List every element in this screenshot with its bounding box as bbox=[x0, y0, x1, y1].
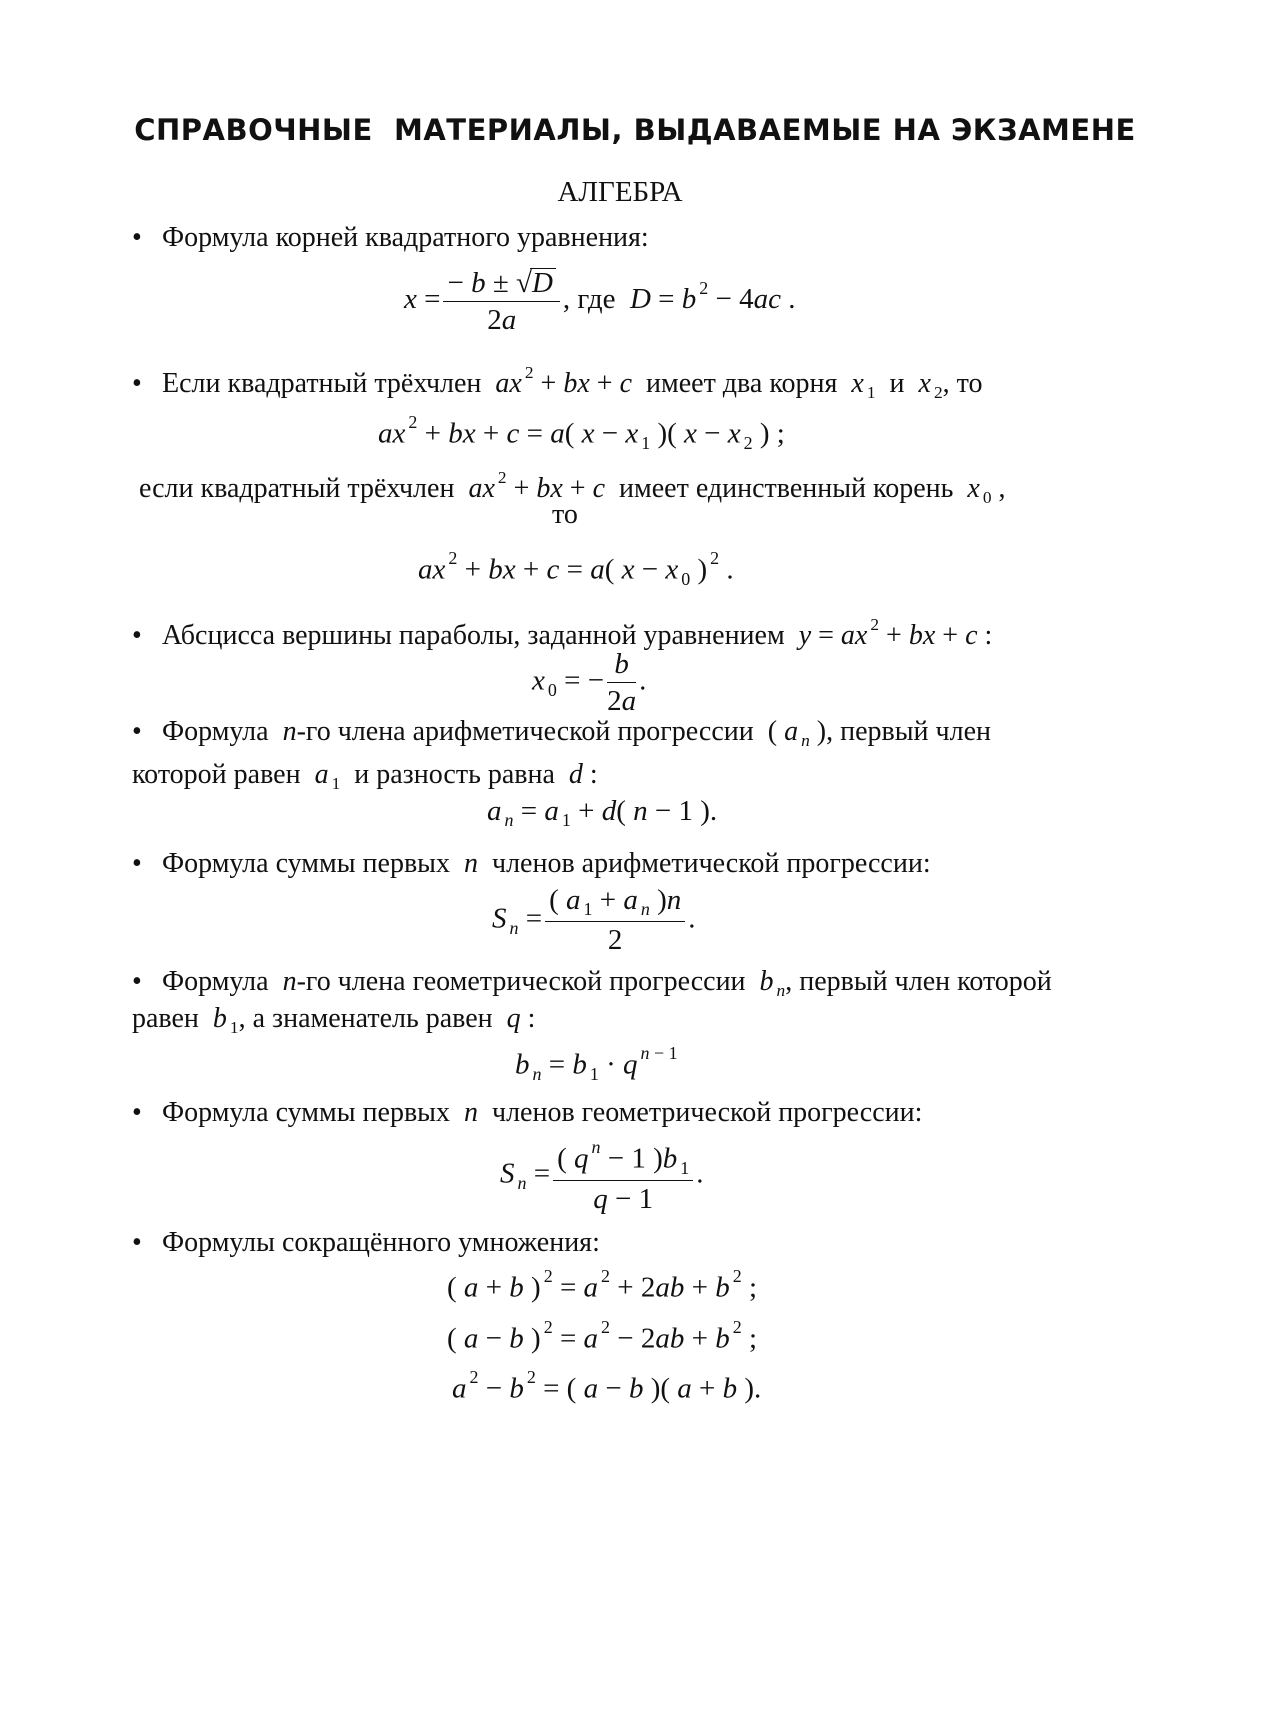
formula-geom-nth: b $_n$ = b $_1$ · q $^{n - 1}$ bbox=[515, 1043, 678, 1084]
item-arith-nth: • Формула n-го члена арифметической прогрессии ( a $_n$ ), первый член bbox=[132, 716, 991, 751]
section-title: АЛГЕБРА bbox=[557, 176, 683, 208]
item-vertex: • Абсцисса вершины параболы, заданной уравнением y = ax $^2$ + bx + c : bbox=[132, 615, 993, 651]
formula-diff-of-squares: a $^2$ − b $^2$ = ( a − b )( a + b ). bbox=[452, 1367, 762, 1405]
item-geom-sum: • Формула суммы первых n членов геометрической прогрессии: bbox=[132, 1097, 923, 1128]
formula-factorization-single-root: ax $^2$ + bx + c = a( x − x $_0$ ) $^2$ . bbox=[418, 548, 734, 589]
item-arith-sum: • Формула суммы первых n членов арифметической прогрессии: bbox=[132, 848, 931, 879]
formula-factorization-two-roots: ax $^2$ + bx + c = a( x − x $_1$ )( x − x $_2$ ) ; bbox=[378, 412, 785, 453]
item-factorization: • Если квадратный трёхчлен ax $^2$ + bx + c имеет два корня x $_1$ и x $_2$, то bbox=[132, 363, 983, 402]
item-geom-nth-line2: равен b $_1$, а знаменатель равен q : bbox=[132, 1003, 536, 1038]
formula-square-diff: ( a − b ) $^2$ = a $^2$ − 2ab + b $^2$ ; bbox=[447, 1317, 758, 1355]
item-arith-nth-line2: которой равен a $_1$ и разность равна d : bbox=[132, 759, 598, 794]
formula-square-sum: ( a + b ) $^2$ = a $^2$ + 2ab + b $^2$ ; bbox=[447, 1266, 758, 1304]
formula-quadratic-roots: x = $\frac{- b \pm √D}{2a}$ , где D = b $^2$ − 4ac . bbox=[404, 267, 796, 336]
item-quadratic-roots: • Формула корней квадратного уравнения: bbox=[132, 220, 649, 256]
single-root-then: то bbox=[552, 499, 578, 530]
bullet: • bbox=[132, 222, 142, 253]
formula-arith-nth: a $_n$ = a $_1$ + d( n − 1 ). bbox=[487, 795, 718, 831]
formula-geom-sum: S $_n$ = $\frac{( q ^n - 1 )b _1}{q - 1}$ . bbox=[500, 1137, 704, 1215]
item-geom-nth: • Формула n-го члена геометрической прогрессии b $_n$, первый член которой bbox=[132, 966, 1052, 1001]
item-short-mult: • Формулы сокращённого умножения: bbox=[132, 1227, 600, 1258]
formula-vertex: x $_0$ = − $\frac{b}{2a}$ . bbox=[532, 648, 647, 717]
page-title: СПРАВОЧНЫЕ МАТЕРИАЛЫ, ВЫДАВАЕМЫЕ НА ЭКЗАМЕНЕ bbox=[134, 113, 1136, 147]
formula-arith-sum: S $_n$ = $\frac{( a _1 + a _n )n}{2}$ . bbox=[492, 884, 696, 957]
item-single-root: если квадратный трёхчлен ax $^2$ + bx + c имеет единственный корень x $_0$ , bbox=[139, 468, 1006, 507]
